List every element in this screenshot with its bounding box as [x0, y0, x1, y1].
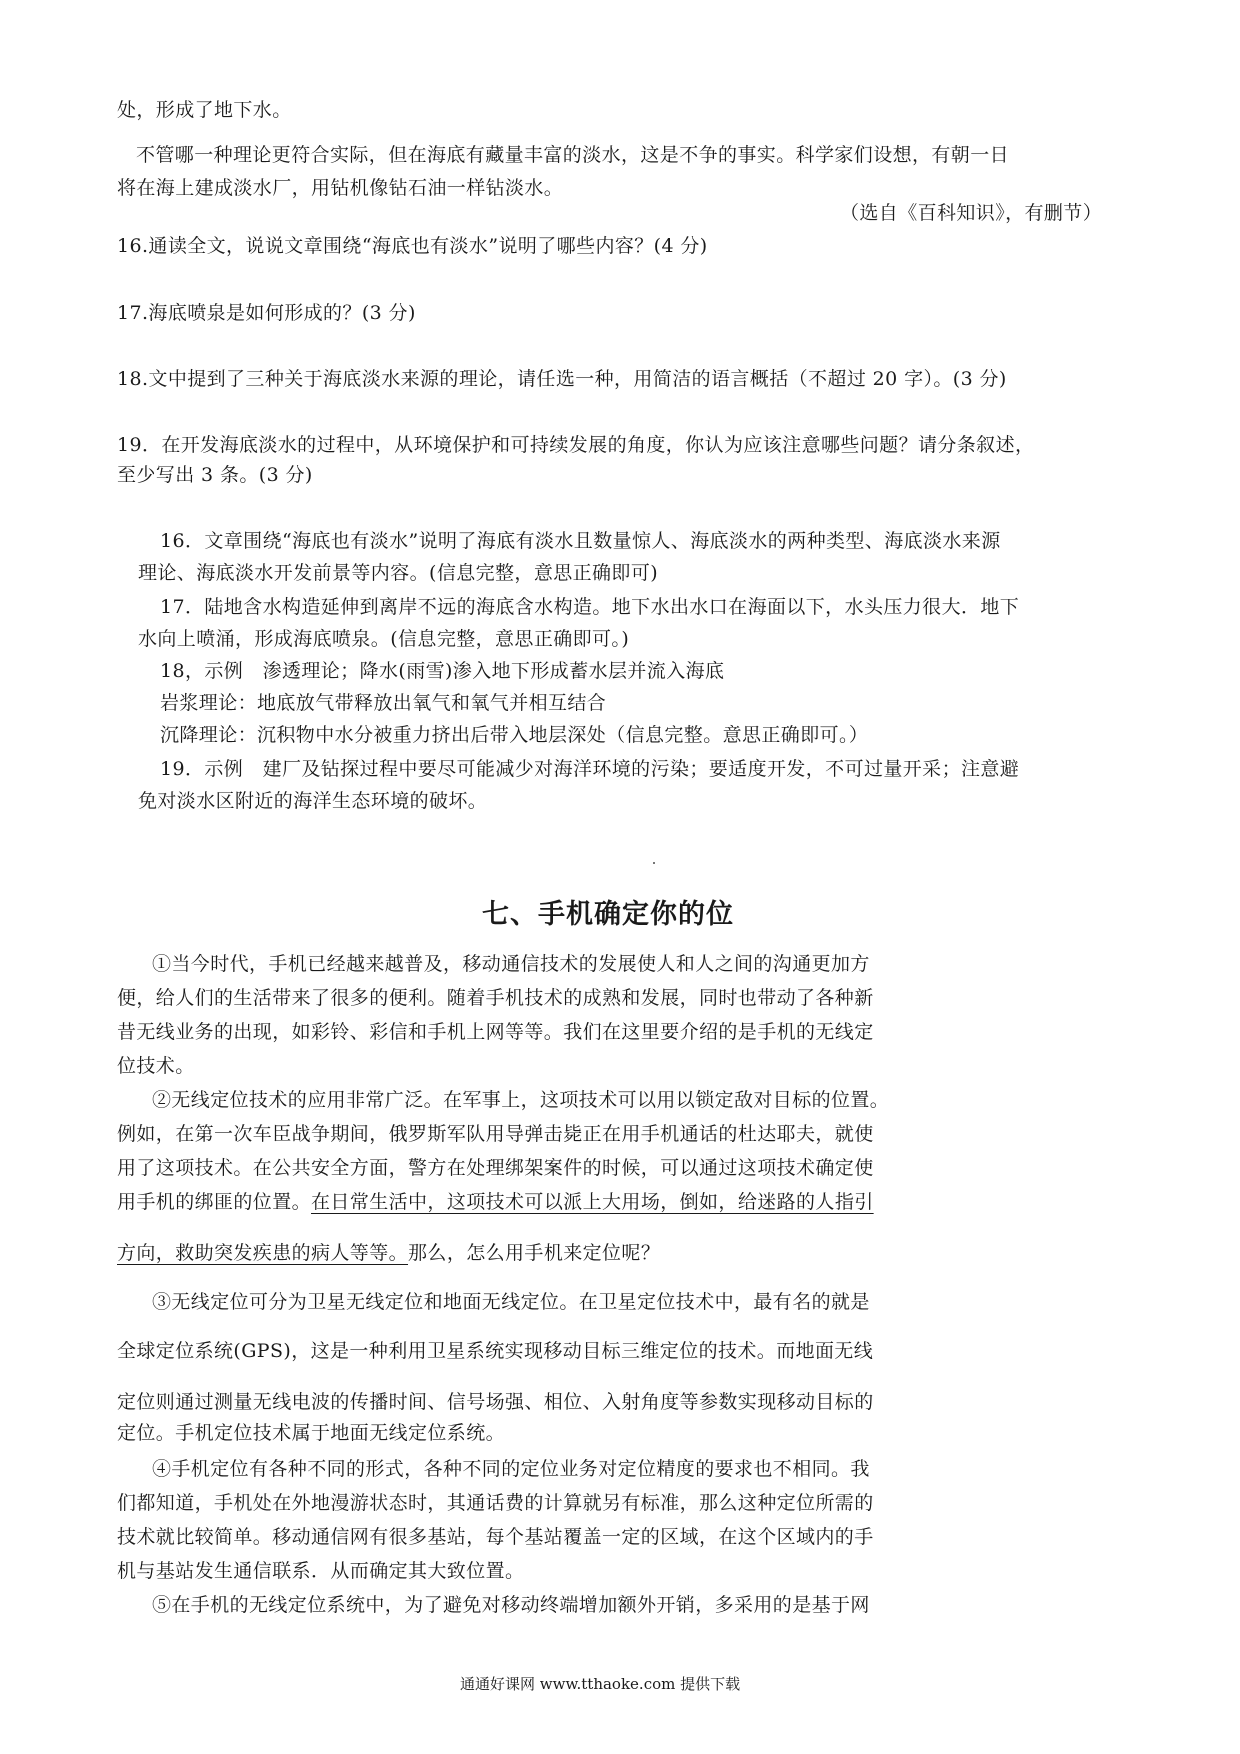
passage-source: （选自《百科知识》，有删节） [840, 202, 1103, 224]
answer-16: 16．文章围绕“海底也有淡水”说明了海底有淡水且数量惊人、海底淡水的两种类型、海底淡水来源 [160, 530, 1001, 552]
scan-speck [653, 862, 655, 864]
paragraph-4-line: 机与基站发生通信联系．从而确定其大致位置。 [117, 1560, 525, 1582]
passage-line: 不管哪一种理论更符合实际，但在海底有藏量丰富的淡水，这是不争的事实。科学家们设想，有朝一日 [136, 144, 1010, 166]
paragraph-4-line: 们都知道，手机处在外地漫游状态时，其通话费的计算就另有标准，那么这种定位所需的 [117, 1492, 874, 1514]
plain-text: 那么，怎么用手机来定位呢？ [408, 1242, 661, 1264]
question-19-cont: 至少写出 3 条。(3 分) [117, 464, 313, 486]
paragraph-2-line [117, 1240, 660, 1266]
paragraph-1-line: 便，给人们的生活带来了很多的便利。随着手机技术的成熟和发展，同时也带动了各种新 [117, 987, 874, 1009]
paragraph-3-line: 定位。手机定位技术属于地面无线定位系统。 [117, 1422, 506, 1444]
answer-18-magma: 岩浆理论：地底放气带释放出氧气和氧气并相互结合 [160, 692, 607, 714]
answer-19-cont: 免对淡水区附近的海洋生态环境的破坏。 [138, 790, 488, 812]
underlined-text: 在日常生活中，这项技术可以派上大用场，倒如，给迷路的人指引 [311, 1191, 874, 1213]
paragraph-4-line: 技术就比较简单。移动通信网有很多基站，每个基站覆盖一定的区域，在这个区域内的手 [117, 1526, 874, 1548]
paragraph-2: ②无线定位技术的应用非常广泛。在军事上，这项技术可以用以锁定敌对目标的位置。 [152, 1089, 890, 1111]
answer-18: 18，示例 渗透理论；降水(雨雪)渗入地下形成蓄水层并流入海底 [160, 660, 725, 682]
answer-17-cont: 水向上喷涌，形成海底喷泉。(信息完整，意思正确即可。) [138, 628, 630, 650]
paragraph-1: ①当今时代，手机已经越来越普及，移动通信技术的发展使人和人之间的沟通更加方 [152, 953, 870, 975]
question-17: 17.海底喷泉是如何形成的？(3 分) [117, 302, 416, 324]
plain-text: 用手机的绑匪的位置。 [117, 1191, 312, 1213]
page-footer: 通通好课网 www.tthaoke.com 提供下载 [460, 1675, 741, 1693]
question-18: 18.文中提到了三种关于海底淡水来源的理论，请任选一种，用简洁的语言概括（不超过 20 字）。(3 分) [117, 368, 1007, 390]
question-16: 16.通读全文，说说文章围绕“海底也有淡水”说明了哪些内容？(4 分) [117, 235, 708, 257]
paragraph-4: ④手机定位有各种不同的形式，各种不同的定位业务对定位精度的要求也不相同。我 [152, 1458, 870, 1480]
paragraph-3-line: 全球定位系统(GPS)，这是一种利用卫星系统实现移动目标三维定位的技术。而地面无线 [117, 1340, 874, 1362]
paragraph-3-line: 定位则通过测量无线电波的传播时间、信号场强、相位、入射角度等参数实现移动目标的 [117, 1391, 874, 1413]
paragraph-1-line: 昔无线业务的出现，如彩铃、彩信和手机上网等等。我们在这里要介绍的是手机的无线定 [117, 1021, 874, 1043]
paragraph-3: ③无线定位可分为卫星无线定位和地面无线定位。在卫星定位技术中，最有名的就是 [152, 1291, 870, 1313]
answer-16-cont: 理论、海底淡水开发前景等内容。(信息完整，意思正确即可) [138, 562, 659, 584]
answer-17: 17．陆地含水构造延伸到离岸不远的海底含水构造。地下水出水口在海面以下，水头压力很大．地下 [160, 596, 1020, 618]
paragraph-1-line: 位技术。 [117, 1055, 195, 1077]
underlined-text: 方向，救助突发疾患的病人等等。 [117, 1242, 409, 1264]
paragraph-5: ⑤在手机的无线定位系统中，为了避免对移动终端增加额外开销，多采用的是基于网 [152, 1594, 870, 1616]
section-title: 七、手机确定你的位 [482, 899, 734, 930]
question-19: 19．在开发海底淡水的过程中，从环境保护和可持续发展的角度，你认为应该注意哪些问题？请分条叙述， [117, 434, 1035, 456]
paragraph-2-line [117, 1189, 874, 1215]
paragraph-2-line: 例如，在第一次车臣战争期间，俄罗斯军队用导弹击毙正在用手机通话的杜达耶夫，就使 [117, 1123, 874, 1145]
passage-line: 处，形成了地下水。 [117, 99, 292, 121]
answer-18-settling: 沉降理论：沉积物中水分被重力挤出后带入地层深处（信息完整。意思正确即可。） [160, 724, 869, 746]
answer-19: 19．示例 建厂及钻探过程中要尽可能减少对海洋环境的污染；要适度开发，不可过量开采；注意避 [160, 758, 1020, 780]
paragraph-2-line: 用了这项技术。在公共安全方面，警方在处理绑架案件的时候，可以通过这项技术确定使 [117, 1157, 874, 1179]
passage-line: 将在海上建成淡水厂，用钻机像钻石油一样钻淡水。 [117, 177, 564, 199]
